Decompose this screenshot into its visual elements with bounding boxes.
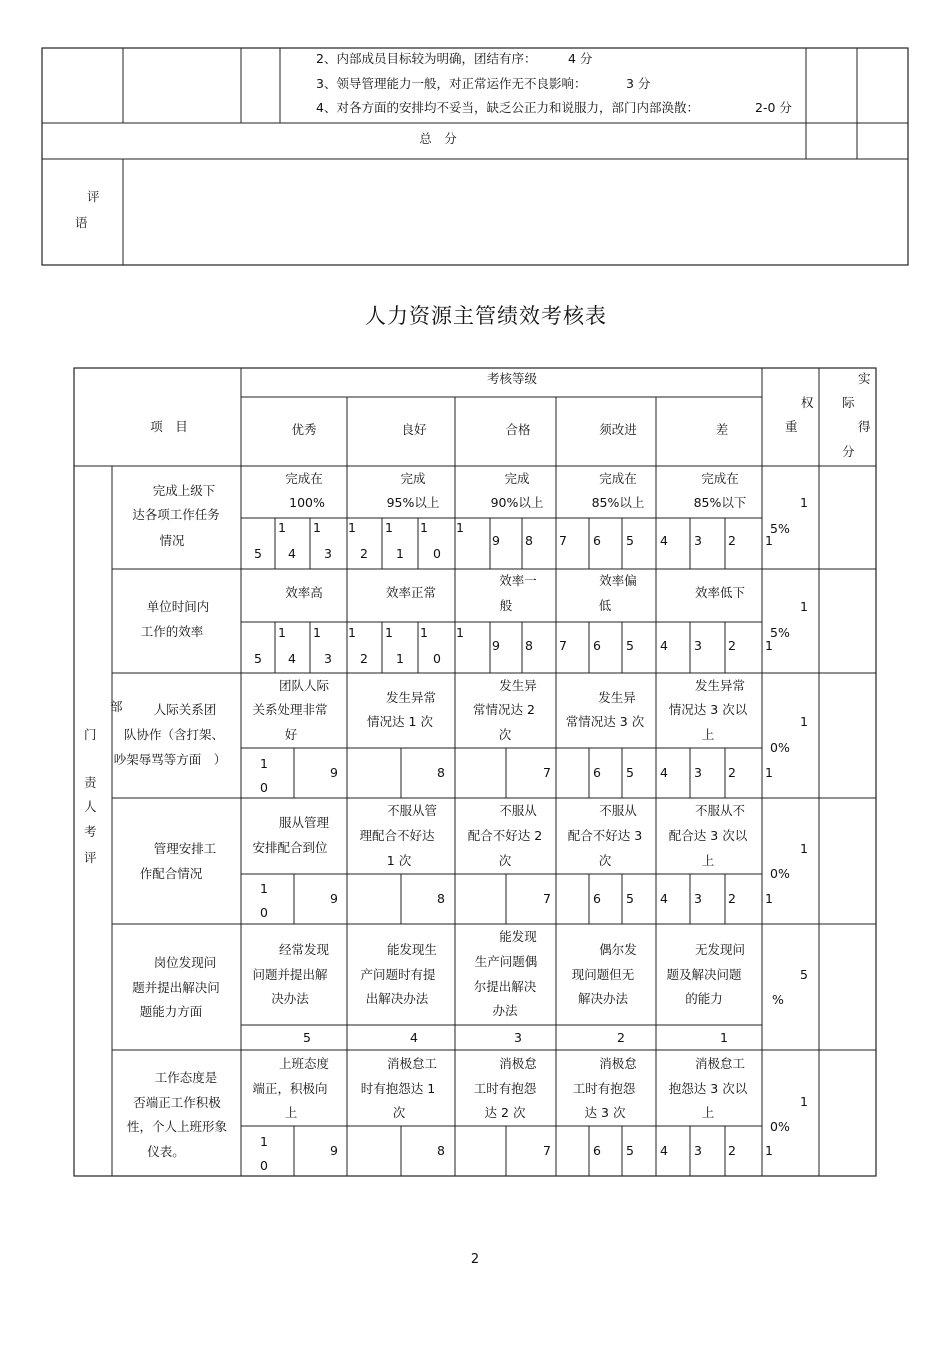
score-top: 1 [420, 625, 428, 640]
level-text: 常情况达 2 [473, 702, 535, 717]
score-value: 9 [330, 765, 338, 780]
grade-excellent: 优秀 [291, 422, 317, 437]
grade-improve: 须改进 [599, 422, 637, 437]
level-text: 上 [701, 1105, 715, 1120]
level-text: 工时有抱怨 [473, 1081, 537, 1096]
score-value: 5 [254, 651, 262, 666]
grade-header: 考核等级 [486, 371, 538, 386]
score-value: 7 [543, 891, 551, 906]
score-value: 5 [626, 891, 634, 906]
item-label: 岗位发现问 [153, 955, 217, 970]
item-label: 管理安排工 [153, 841, 217, 856]
weight-header: 重 [785, 419, 798, 434]
level-text: 无发现问 [694, 942, 746, 957]
level-text: 工时有抱怨 [572, 1081, 636, 1096]
weight-value: 5% [770, 625, 790, 640]
score-value: 2 [617, 1030, 625, 1045]
level-text: 经常发现 [278, 942, 330, 957]
score-value: 7 [559, 533, 567, 548]
score-value: 1 [765, 891, 773, 906]
criterion-score: 4 分 [568, 51, 593, 66]
item-label: 工作的效率 [140, 624, 204, 639]
section-char: 责 [84, 775, 97, 790]
score-value: 4 [660, 533, 668, 548]
score-value: 8 [437, 765, 445, 780]
level-text: 完成 [504, 471, 530, 486]
level-text: 服从管理 [278, 815, 330, 830]
score-value: 2 [728, 533, 736, 548]
score-value: 0 [433, 546, 441, 561]
page-title: 人力资源主管绩效考核表 [365, 304, 607, 328]
level-text: 上班态度 [278, 1056, 330, 1071]
level-text: 现问题但无 [571, 967, 635, 982]
item-label: 单位时间内 [146, 599, 210, 614]
level-text: 1 次 [386, 853, 412, 868]
score-value: 9 [492, 638, 500, 653]
level-text: 发生异 [598, 690, 636, 705]
level-text: 次 [498, 853, 512, 868]
item-label: 人际关系团 [153, 702, 217, 717]
score-value: 2 [728, 1143, 736, 1158]
score-value: 9 [330, 1143, 338, 1158]
level-text: 时有抱怨达 1 [360, 1081, 436, 1096]
level-text: 完成在 [599, 471, 637, 486]
score-top: 1 [456, 520, 464, 535]
level-text: 配合不好达 2 [467, 828, 543, 843]
score-value: 3 [694, 533, 702, 548]
weight-value: 0% [770, 740, 790, 755]
comment-label: 评 [87, 189, 100, 204]
score-value: 6 [593, 1143, 601, 1158]
weight-value: 1 [800, 841, 808, 856]
criterion-text: 4、对各方面的安排均不妥当，缺乏公正力和说服力，部门内部涣散： [316, 100, 699, 115]
level-text: 团队人际 [278, 678, 330, 693]
level-text: 效率高 [285, 585, 323, 600]
level-text: 85%以上 [591, 495, 645, 510]
level-text: 解决办法 [577, 991, 629, 1006]
level-text: 情况达 1 次 [367, 714, 433, 729]
level-text: 次 [392, 1105, 406, 1120]
level-text: 情况达 3 次以 [668, 702, 748, 717]
level-text: 能发现 [499, 929, 537, 944]
score-value: 0 [433, 651, 441, 666]
score-value: 5 [626, 533, 634, 548]
score-value: 7 [543, 1143, 551, 1158]
score-value: 3 [324, 651, 332, 666]
weight-value: 0% [770, 866, 790, 881]
item-label: 题并提出解决问 [132, 980, 220, 995]
score-value: 3 [514, 1030, 522, 1045]
level-text: 消极怠工 [386, 1056, 438, 1071]
level-text: 配合不好达 3 [567, 828, 643, 843]
score-value: 4 [288, 546, 296, 561]
score-top: 1 [278, 520, 286, 535]
level-text: 决办法 [271, 991, 309, 1006]
level-text: 能发现生 [386, 942, 438, 957]
section-char: 门 [84, 727, 97, 742]
level-text: 发生异常 [385, 690, 437, 705]
level-text: 95%以上 [386, 495, 440, 510]
score-value: 3 [694, 891, 702, 906]
score-top: 1 [348, 625, 356, 640]
item-header: 项 目 [150, 419, 188, 434]
level-text: 配合达 3 次以 [668, 828, 748, 843]
score-value: 5 [626, 1143, 634, 1158]
score-value: 9 [330, 891, 338, 906]
section-char: 评 [84, 850, 97, 865]
criterion-text: 3、领导管理能力一般，对正常运作无不良影响： [316, 76, 587, 91]
criterion-score: 3 分 [626, 76, 651, 91]
level-text: 端正，积极向 [252, 1081, 328, 1096]
score-value: 5 [626, 765, 634, 780]
weight-value: 0% [770, 1119, 790, 1134]
weight-value: 1 [800, 714, 808, 729]
score-value: 5 [626, 638, 634, 653]
score-value: 9 [492, 533, 500, 548]
total-score-label: 总 分 [419, 131, 457, 146]
score-value: 3 [324, 546, 332, 561]
item-label: 达各项工作任务 [132, 507, 220, 522]
level-text: 办法 [492, 1003, 518, 1018]
item-label: 完成上级下 [152, 483, 216, 498]
score-value: 1 [765, 765, 773, 780]
item-label: 情况 [159, 533, 185, 548]
score-value: 1 [765, 638, 773, 653]
level-text: 效率低下 [694, 585, 746, 600]
score-top: 1 [313, 520, 321, 535]
item-label: 吵架辱骂等方面 ） [113, 752, 227, 767]
page-number: 2 [470, 1252, 480, 1267]
actual-score-header: 实 [858, 371, 871, 386]
level-text: 常情况达 3 次 [565, 714, 645, 729]
grade-good: 良好 [401, 422, 427, 437]
level-text: 不服从 [599, 803, 637, 818]
score-value: 3 [694, 765, 702, 780]
comment-label: 语 [75, 215, 88, 230]
weight-header: 权 [801, 395, 814, 410]
score-value: 6 [593, 765, 601, 780]
grade-poor: 差 [715, 422, 729, 437]
grade-pass: 合格 [505, 422, 531, 437]
score-value: 10 [260, 881, 268, 920]
score-value: 4 [660, 638, 668, 653]
weight-value: 1 [800, 1094, 808, 1109]
score-value: 4 [410, 1030, 418, 1045]
level-text: 完成在 [285, 471, 323, 486]
level-text: 关系处理非常 [252, 702, 328, 717]
weight-value: 1 [800, 495, 808, 510]
score-value: 6 [593, 891, 601, 906]
score-value: 3 [694, 1143, 702, 1158]
weight-value: 1 [800, 599, 808, 614]
item-label: 工作态度是 [154, 1070, 218, 1085]
level-text: 抱怨达 3 次以 [668, 1081, 748, 1096]
score-value: 8 [437, 891, 445, 906]
weight-value: 5% [770, 521, 790, 536]
level-text: 效率偏 [599, 573, 637, 588]
level-text: 般 [499, 598, 513, 613]
weight-value: 5 [800, 967, 808, 982]
item-label: 作配合情况 [139, 866, 203, 881]
level-text: 出解决办法 [365, 991, 429, 1006]
score-top: 1 [385, 625, 393, 640]
level-text: 生产问题偶 [474, 954, 538, 969]
score-value: 10 [260, 1134, 268, 1173]
score-value: 2 [728, 765, 736, 780]
score-value: 1 [765, 1143, 773, 1158]
item-label: 题能力方面 [139, 1004, 203, 1019]
level-text: 达 3 次 [584, 1105, 626, 1120]
level-text: 85%以下 [693, 495, 747, 510]
level-text: 产问题时有提 [360, 967, 436, 982]
level-text: 次 [498, 727, 512, 742]
level-text: 偶尔发 [599, 942, 637, 957]
level-text: 低 [598, 598, 612, 613]
actual-score-header: 得 [858, 419, 871, 434]
level-text: 安排配合到位 [252, 840, 328, 855]
level-text: 消极怠 [499, 1056, 537, 1071]
section-char: 考 [84, 824, 97, 839]
section-char: 人 [84, 799, 97, 814]
score-value: 4 [660, 891, 668, 906]
weight-value: % [772, 992, 784, 1007]
score-top: 1 [456, 625, 464, 640]
level-text: 效率正常 [385, 585, 437, 600]
score-top: 1 [385, 520, 393, 535]
score-value: 4 [288, 651, 296, 666]
level-text: 达 2 次 [484, 1105, 526, 1120]
score-value: 2 [728, 638, 736, 653]
level-text: 完成 [400, 471, 426, 486]
level-text: 不服从 [499, 803, 537, 818]
level-text: 100% [289, 495, 325, 510]
level-text: 的能力 [685, 991, 723, 1006]
score-value: 8 [525, 533, 533, 548]
criterion-score: 2-0 分 [755, 100, 792, 115]
score-value: 4 [660, 765, 668, 780]
item-label: 队协作（含打架、 [123, 727, 225, 742]
item-label: 否端正工作积极 [133, 1095, 221, 1110]
actual-score-header: 际 [842, 395, 855, 410]
level-text: 上 [701, 853, 715, 868]
score-top: 1 [278, 625, 286, 640]
score-value: 7 [559, 638, 567, 653]
level-text: 题及解决问题 [666, 967, 742, 982]
level-text: 上 [284, 1105, 298, 1120]
level-text: 不服从管 [386, 803, 438, 818]
score-value: 7 [543, 765, 551, 780]
level-text: 发生异常 [694, 678, 746, 693]
score-value: 1 [396, 546, 404, 561]
score-value: 5 [254, 546, 262, 561]
score-value: 1 [720, 1030, 728, 1045]
score-value: 10 [260, 756, 268, 795]
criterion-text: 2、内部成员目标较为明确，团结有序： [316, 51, 537, 66]
score-value: 5 [303, 1030, 311, 1045]
score-value: 1 [765, 533, 773, 548]
level-text: 完成在 [701, 471, 739, 486]
level-text: 上 [701, 727, 715, 742]
score-value: 6 [593, 533, 601, 548]
score-value: 3 [694, 638, 702, 653]
score-value: 8 [437, 1143, 445, 1158]
level-text: 不服从不 [694, 803, 746, 818]
level-text: 90%以上 [490, 495, 544, 510]
level-text: 消极怠 [599, 1056, 637, 1071]
level-text: 次 [598, 853, 612, 868]
score-top: 1 [313, 625, 321, 640]
section-char: 部 [110, 699, 123, 714]
actual-score-header: 分 [842, 444, 855, 459]
score-top: 1 [420, 520, 428, 535]
score-value: 8 [525, 638, 533, 653]
level-text: 效率一 [499, 573, 537, 588]
score-value: 2 [360, 651, 368, 666]
level-text: 理配合不好达 [359, 828, 435, 843]
level-text: 发生异 [499, 678, 537, 693]
level-text: 尔提出解决 [473, 979, 537, 994]
score-value: 2 [360, 546, 368, 561]
score-value: 2 [728, 891, 736, 906]
item-label: 仪表。 [147, 1144, 185, 1159]
level-text: 消极怠工 [694, 1056, 746, 1071]
score-value: 4 [660, 1143, 668, 1158]
item-label: 性，个人上班形象 [126, 1119, 228, 1134]
score-value: 6 [593, 638, 601, 653]
level-text: 好 [284, 727, 298, 742]
score-top: 1 [348, 520, 356, 535]
score-value: 1 [396, 651, 404, 666]
level-text: 问题并提出解 [252, 967, 328, 982]
